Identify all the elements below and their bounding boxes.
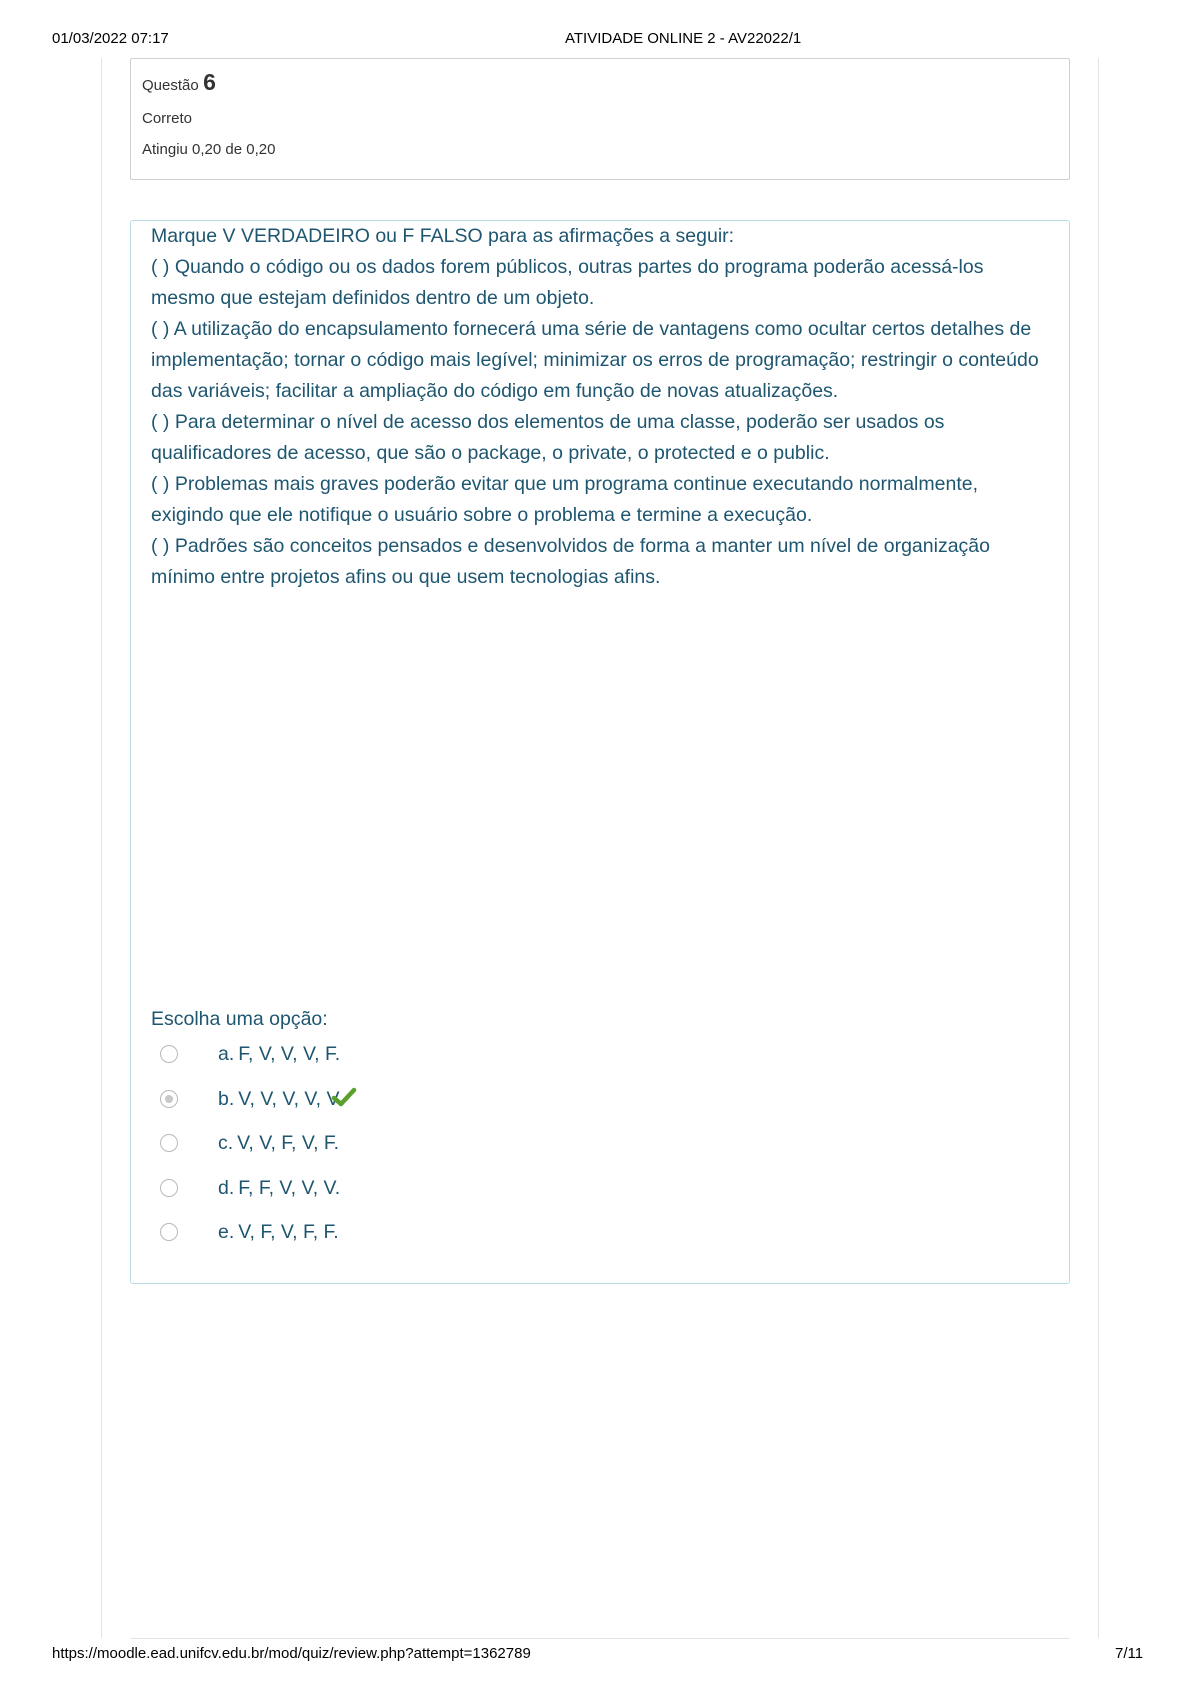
question-info-panel <box>130 58 1070 180</box>
option-letter: e. <box>218 1221 235 1243</box>
question-label: Questão <box>142 77 199 94</box>
question-prompt: Marque V VERDADEIRO ou F FALSO para as afirmações a seguir: <box>151 225 735 247</box>
statement: ( ) Problemas mais graves poderão evitar que um programa continue executando normalmente, exigindo que ele notifique o usuário sobre o problema e termine a execução. <box>151 473 979 526</box>
print-datetime: 01/03/2022 07:17 <box>52 30 169 47</box>
footer-divider <box>130 1638 1070 1639</box>
question-number: 6 <box>203 69 216 95</box>
option-text: F, F, V, V, V. <box>238 1176 341 1199</box>
question-grade: Atingiu 0,20 de 0,20 <box>142 141 276 158</box>
page-border-right <box>1098 58 1099 1638</box>
option-text: V, F, V, F, F. <box>238 1221 339 1243</box>
question-state: Correto <box>142 110 193 127</box>
statement: ( ) A utilização do encapsulamento fornecerá uma série de vantagens como ocultar certos detalhes de implementação; tornar o código mais legível; minimizar os erros de programação; restringir o conteúdo das variáveis; facilitar a ampliação do código em função de novas atualizações. <box>151 318 1039 402</box>
option-text: V, V, V, V, V. <box>238 1087 344 1110</box>
answer-options <box>160 1043 343 1266</box>
answer-option-e[interactable] <box>160 1221 343 1266</box>
question-content-panel <box>130 220 1070 1284</box>
print-page-title: ATIVIDADE ONLINE 2 - AV22022/1 <box>565 30 802 47</box>
option-letter: b. <box>218 1087 235 1110</box>
option-text: V, V, F, V, F. <box>237 1132 340 1154</box>
print-url: https://moodle.ead.unifcv.edu.br/mod/quiz/review.php?attempt=1362789 <box>52 1645 531 1662</box>
option-text: F, V, V, V, F. <box>238 1043 341 1065</box>
answer-option-a[interactable] <box>160 1043 343 1088</box>
statement: ( ) Para determinar o nível de acesso dos elementos de uma classe, poderão ser usados os qualificadores de acesso, que são o package, o private, o protected e o public. <box>151 411 945 464</box>
radio-button-e[interactable] <box>160 1223 178 1241</box>
option-letter: c. <box>218 1132 234 1154</box>
question-text <box>151 221 1049 593</box>
option-letter: d. <box>218 1176 235 1199</box>
answer-option-d[interactable] <box>160 1177 343 1222</box>
radio-button-c[interactable] <box>160 1134 178 1152</box>
print-page-number: 7/11 <box>1115 1645 1144 1662</box>
page-border-left <box>101 58 102 1638</box>
checkmark-icon <box>331 1086 357 1108</box>
radio-button-b-selected[interactable] <box>160 1090 178 1108</box>
option-letter: a. <box>218 1043 235 1065</box>
radio-button-d[interactable] <box>160 1179 178 1197</box>
statement: ( ) Padrões são conceitos pensados e desenvolvidos de forma a manter um nível de organização mínimo entre projetos afins ou que usem tecnologias afins. <box>151 535 990 588</box>
radio-button-a[interactable] <box>160 1045 178 1063</box>
choose-option-label: Escolha uma opção: <box>151 1008 328 1030</box>
answer-option-b[interactable] <box>160 1088 343 1133</box>
answer-option-c[interactable] <box>160 1132 343 1177</box>
statement: ( ) Quando o código ou os dados forem públicos, outras partes do programa poderão acessá-los mesmo que estejam definidos dentro de um objeto. <box>151 256 984 309</box>
question-heading <box>142 69 1058 96</box>
